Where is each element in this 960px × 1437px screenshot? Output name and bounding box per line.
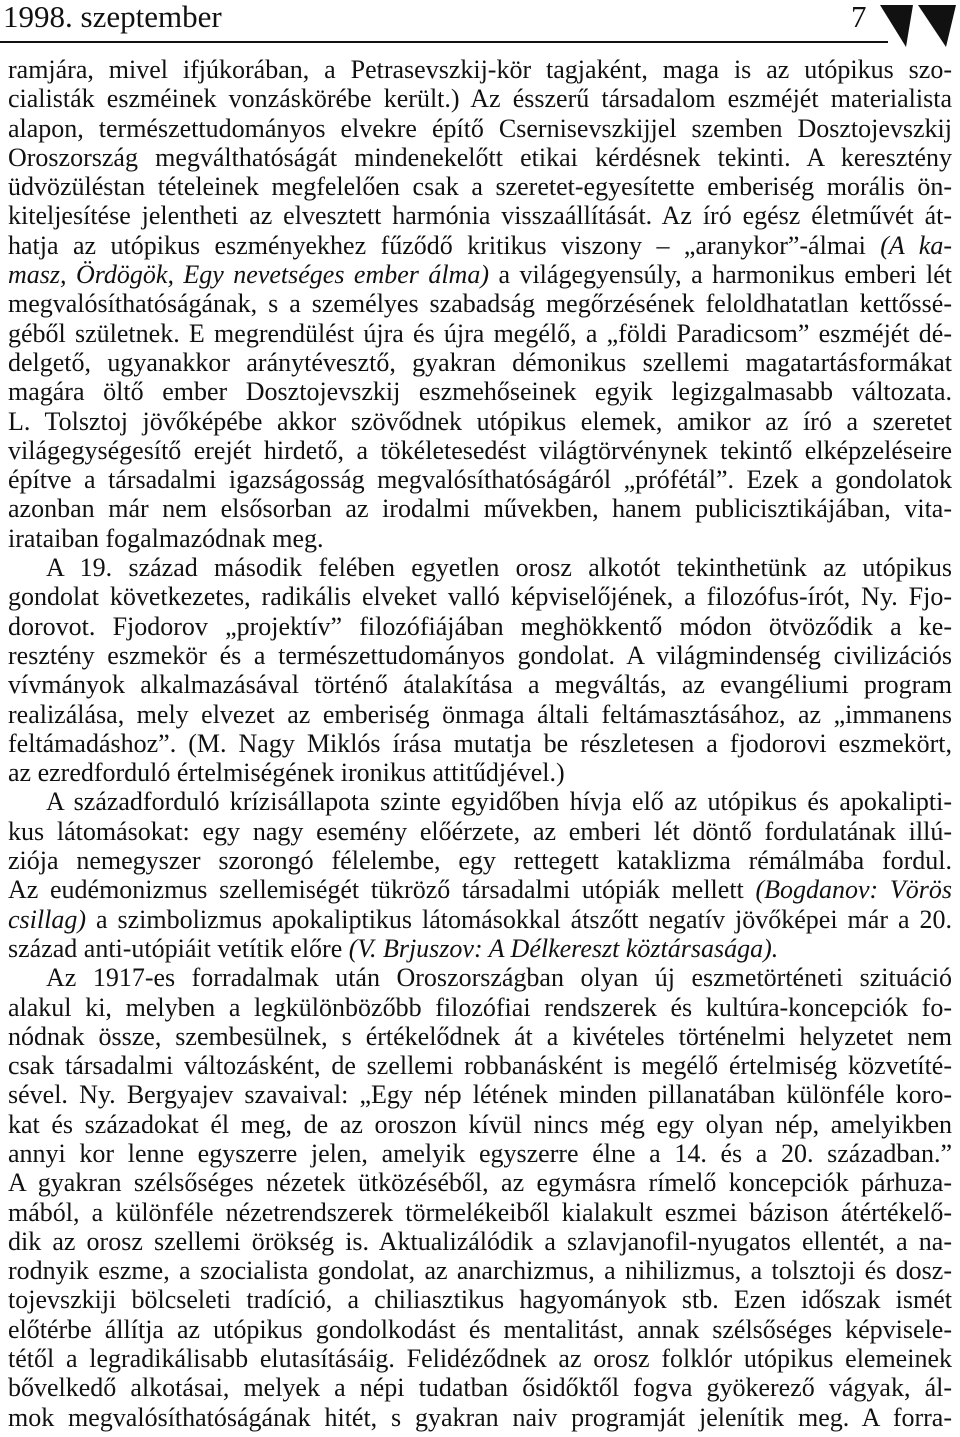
text-line: cialisták eszméinek vonzáskörébe került.) Az ésszerű társadalom eszméjét materialista — [8, 84, 952, 114]
text-line: Oroszország megválthatóságát mindenekelőtt etikai kérdésnek tekinti. A keresztény — [8, 142, 952, 172]
text-line: mok megvalósíthatóságának hitét, s gyakran naiv programját jelenítik meg. A forra- — [8, 1402, 952, 1432]
text-segment: a világegyensúly, a harmonikus emberi lét — [489, 260, 952, 290]
text-line: L. Tolsztoj jövőképébe akkor szövődnek utópikus elemek, amikor az író a szeretet — [8, 406, 952, 436]
text-line — [8, 875, 952, 904]
text-segment: Az eudémonizmus szellemiségét tükröző társadalmi utópiák mellett — [8, 875, 756, 905]
text-line — [8, 260, 952, 289]
text-segment: század anti-utópiáit vetítik előre — [8, 933, 349, 963]
text-line: alapon, természettudományos elvekre építő Csernisevszkijjel szemben Dosztojevszkij — [8, 113, 952, 143]
paragraph — [8, 963, 952, 1432]
text-line — [8, 905, 952, 934]
header-rule — [0, 41, 888, 43]
text-line: bővelkedő alkotásai, melyek a népi tudatban ősidőktől fogva gyökerező vágyak, ál- — [8, 1373, 952, 1403]
text-line: annyi kor lenne egyszerre jelen, amelyik egyszerre élne a 14. és a 20. században.” — [8, 1138, 952, 1168]
text-line: kat és századokat él meg, de az oroszon kívül nincs még egy olyan nép, amelyikben — [8, 1109, 952, 1139]
text-line: az ezredforduló értelmiségének ironikus attitűdjével.) — [8, 758, 565, 788]
paragraph — [8, 55, 952, 553]
italic-work-title: (V. Brjuszov: A Délkereszt köztársasága). — [348, 933, 779, 963]
text-line: A századforduló krízisállapota szinte egyidőben hívja elő az utópikus és apokalipti- — [46, 787, 952, 817]
text-line: sével. Ny. Bergyajev szavaival: „Egy nép létének minden pillanatában különféle koro- — [8, 1080, 952, 1110]
text-segment: hatja az utópikus eszményekhez fűződő kritikus viszony – „aranykor”-álmai — [8, 230, 881, 260]
italic-work-title: csillag) — [8, 904, 86, 934]
paragraph — [8, 553, 952, 787]
page-header — [0, 0, 960, 50]
text-line: azonban már nem elsősorban az irodalmi művekben, hanem publicisztikájában, vita- — [8, 494, 952, 524]
text-line: ziója nemegyszer szorongó félelembe, egy rettegett kataklizma rémálmába fordul. — [8, 846, 952, 876]
text-line: irataiban fogalmazódnak meg. — [8, 523, 324, 553]
text-line: kus látomásokat: egy nagy esemény előérzete, az emberi lét döntő fordulatának illú- — [8, 816, 952, 846]
text-line — [8, 934, 952, 963]
text-line: delgető, ugyanakkor aránytévesztő, gyakran démonikus szellemi magatartásformákat — [8, 347, 952, 377]
text-line: ramjára, mivel ifjúkorában, a Petrasevszkij-kör tagjaként, maga is az utópikus szo- — [8, 55, 952, 84]
text-line: előtérbe állítja az utópikus gondolkodást és mentalitást, annak szélsőséges képvisele- — [8, 1314, 952, 1344]
text-line — [8, 231, 952, 260]
text-line: nódnak össze, szembesülnek, s értékelődnek át a kivételes történelmi helyzetet nem — [8, 1021, 952, 1051]
text-line: feltámadáshoz”. (M. Nagy Miklós írása mutatja be részletesen a fjodorovi eszmekört, — [8, 728, 952, 758]
italic-work-title: (A ka- — [880, 230, 952, 260]
text-segment: a szimbolizmus apokaliptikus látomásokkal átszőtt negatív jövőképei már a 20. — [86, 904, 952, 934]
text-line: dik az orosz szellemi örökség is. Aktualizálódik a szlavjanofil-nyugatos ellentét, a na- — [8, 1226, 952, 1256]
text-line: gondolat következetes, radikális elveket valló képviselőjének, a filozófus-írót, Ny. Fjo- — [8, 582, 952, 612]
journal-logo-icon — [878, 3, 958, 48]
text-line: megvalósíthatóságának, s a személyes szabadság megőrzésének feloldhatatlan kettőssé- — [8, 289, 952, 319]
text-line: resztény eszmekör és a természettudományos gondolat. A világmindenség civilizációs — [8, 640, 952, 670]
text-line: realizálása, mely elvezet az emberiség önmaga általi feltámasztásához, az „immanens — [8, 699, 952, 729]
text-line: rodnyik eszme, a szocialista gondolat, az anarchizmus, a nihilizmus, a tolsztoji és dosz- — [8, 1256, 952, 1286]
body-text — [8, 55, 952, 1432]
italic-work-title: (Bogdanov: Vörös — [755, 875, 952, 905]
text-line: világegységesítő erejét hirdető, a tökéletesedést világtörvénynek tekintő elképzeléseire — [8, 435, 952, 465]
text-line: alakul ki, melyben a legkülönbözőbb filozófiai rendszerek és kultúra-koncepciók fo- — [8, 992, 952, 1022]
text-line: géből születnek. E megrendülést újra és újra megélő, a „földi Paradicsom” eszméjét dé- — [8, 318, 952, 348]
text-line: építve a társadalmi igazságosság megvalósíthatóságáról „prófétál”. Ezek a gondolatok — [8, 465, 952, 495]
text-line: mából, a különféle nézetrendszerek törmelékeiből kialakult eszmei bázison átértékelő- — [8, 1197, 952, 1227]
text-line: magára öltő ember Dosztojevszkij eszmehőseinek egyik legizgalmasabb változata. — [8, 377, 952, 407]
page-number: 7 — [851, 0, 867, 34]
text-line: üdvözüléstan tételeinek megfelelően csak a szeretet-egyesítette emberiség morális ön- — [8, 172, 952, 202]
paragraph — [8, 787, 952, 963]
italic-work-title: masz, Ördögök, Egy nevetséges ember álma) — [8, 260, 489, 290]
text-line: vívmányok alkalmazásával történő átalakítása a megváltás, az evangéliumi program — [8, 670, 952, 700]
text-line: Az 1917-es forradalmak után Oroszországban olyan új eszmetörténeti szituáció — [46, 963, 952, 993]
text-line: tojevszkiji bölcseleti tradíció, a chiliasztikus hagyományok stb. Ezen időszak ismét — [8, 1285, 952, 1315]
issue-date: 1998. szeptember — [3, 0, 222, 34]
text-line: kiteljesítése jelentheti az elvesztett harmónia visszaállítását. Az író egész életművét át- — [8, 201, 952, 231]
text-line: A gyakran szélsőséges nézetek ütközéséből, az egymásra rímelő koncepciók párhuza- — [8, 1168, 952, 1198]
text-line: tétől a legradikálisabb elutasításáig. Felidéződnek az orosz folklór utópikus elemeinek — [8, 1344, 952, 1374]
text-line: A 19. század második felében egyetlen orosz alkotót tekinthetünk az utópikus — [46, 553, 952, 583]
text-line: csak társadalmi változásként, de szellemi robbanásként is megélő értelmiség közvetíté- — [8, 1051, 952, 1081]
text-line: dorovot. Fjodorov „projektív” filozófiájában meghökkentő módon ötvöződik a ke- — [8, 611, 952, 641]
